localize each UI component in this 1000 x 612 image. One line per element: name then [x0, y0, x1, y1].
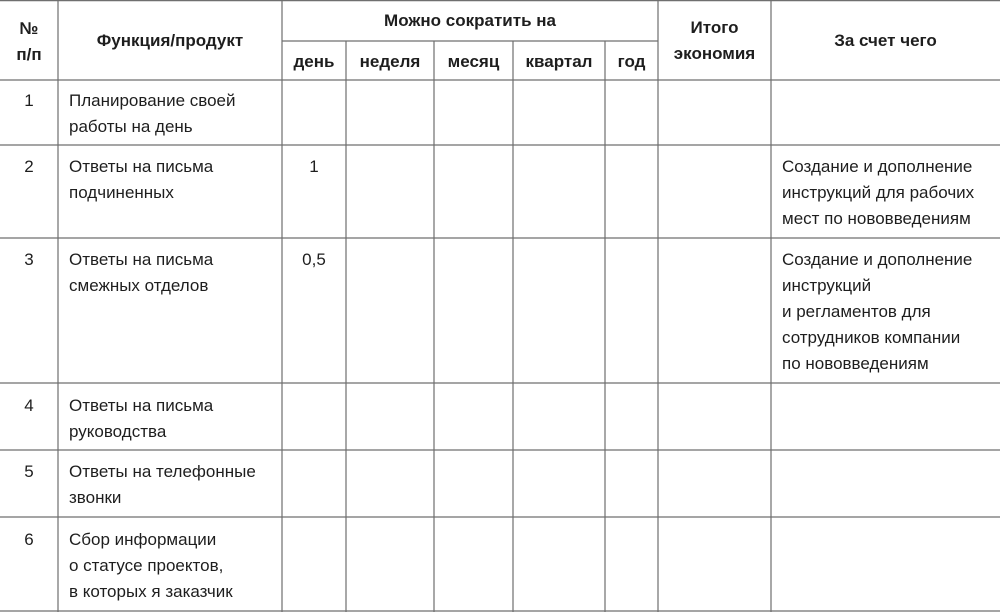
- row-5-function-line1: Ответы на телефонные: [69, 462, 256, 481]
- header-num: [0, 4, 58, 80]
- row-2-num: 2: [24, 157, 34, 176]
- row-3-function: [69, 247, 279, 299]
- row-1-function-line1: Планирование своей: [69, 91, 236, 110]
- row-3-reason-line1: Создание и дополнение: [782, 250, 973, 269]
- row-6-function: [69, 527, 279, 605]
- row-4-function-line1: Ответы на письма: [69, 396, 214, 415]
- row-6-function-line3: в которых я заказчик: [69, 582, 233, 601]
- header-num-line2: п/п: [16, 45, 42, 64]
- row-3-function-line1: Ответы на письма: [69, 250, 214, 269]
- row-2-day: 1: [309, 157, 319, 176]
- row-3-reason-line5: по нововведениям: [782, 354, 929, 373]
- row-5-num: 5: [24, 462, 34, 481]
- row-1-function-line2: работы на день: [69, 117, 193, 136]
- header-year: год: [617, 51, 646, 71]
- row-6-function-line1: Сбор информации: [69, 530, 217, 549]
- header-week: неделя: [359, 51, 421, 71]
- row-2-function: [69, 154, 279, 206]
- header-month: месяц: [447, 51, 500, 71]
- row-5-function: [69, 459, 279, 511]
- row-3-reason-line3: и регламентов для: [782, 302, 931, 321]
- header-num-line1: №: [19, 19, 39, 38]
- row-2-function-line1: Ответы на письма: [69, 157, 214, 176]
- row-3-day: 0,5: [302, 250, 326, 269]
- row-2-function-line2: подчиненных: [69, 183, 174, 202]
- header-total: [658, 2, 771, 80]
- row-1-function: [69, 88, 279, 140]
- row-2-reason: [782, 154, 998, 232]
- row-1-num: 1: [24, 91, 34, 110]
- row-2-reason-line3: мест по нововведениям: [782, 209, 971, 228]
- row-2-reason-line2: инструкций для рабочих: [782, 183, 975, 202]
- header-can-reduce: Можно сократить на: [384, 10, 556, 30]
- row-3-reason: [782, 247, 998, 377]
- header-function: Функция/продукт: [96, 31, 244, 50]
- header-total-line1: Итого: [690, 18, 739, 37]
- header-total-line2: экономия: [673, 44, 756, 63]
- row-5-function-line2: звонки: [69, 488, 122, 507]
- row-3-reason-line2: инструкций: [782, 276, 872, 295]
- header-quarter: квартал: [525, 51, 593, 71]
- row-6-num: 6: [24, 530, 34, 549]
- header-day: день: [293, 51, 335, 71]
- row-4-function-line2: руководства: [69, 422, 167, 441]
- row-4-function: [69, 393, 279, 445]
- row-3-num: 3: [24, 250, 34, 269]
- row-2-reason-line1: Создание и дополнение: [782, 157, 973, 176]
- row-3-reason-line4: сотрудников компании: [782, 328, 961, 347]
- row-6-function-line2: о статусе проектов,: [69, 556, 224, 575]
- header-reason: За счет чего: [834, 31, 937, 50]
- row-3-function-line2: смежных отделов: [69, 276, 209, 295]
- row-4-num: 4: [24, 396, 34, 415]
